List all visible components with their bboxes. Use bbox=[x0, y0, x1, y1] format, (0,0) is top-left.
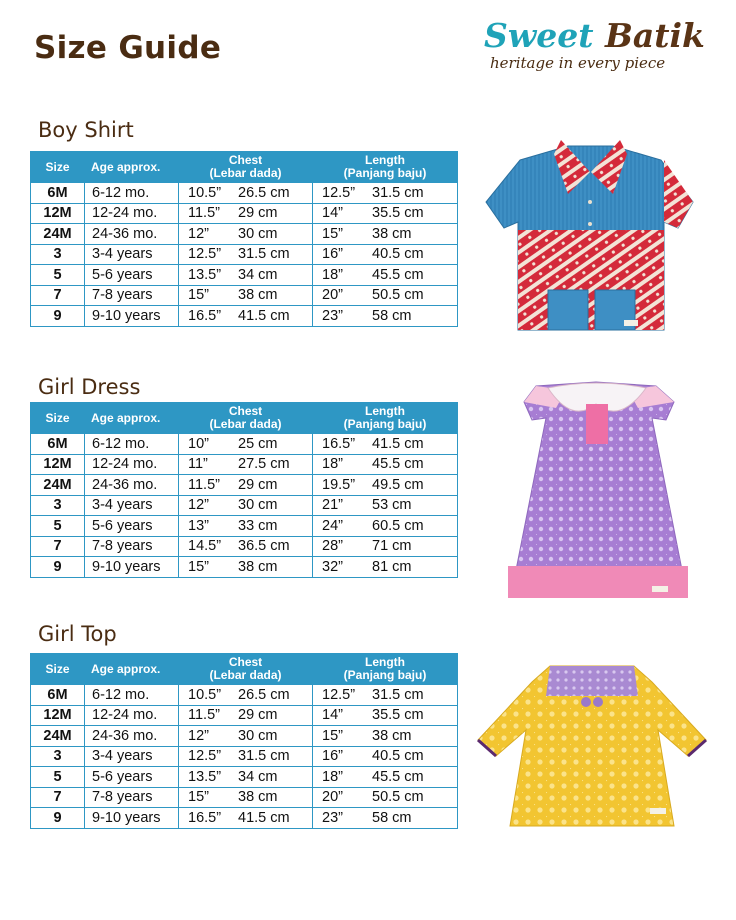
cell-size: 7 bbox=[31, 536, 85, 557]
header-chest-label: Chest bbox=[228, 404, 263, 418]
chest-cm: 29 cm bbox=[238, 707, 278, 724]
length-cm: 50.5 cm bbox=[372, 789, 424, 806]
cell-chest bbox=[179, 536, 313, 557]
chest-inches: 12.5” bbox=[188, 748, 222, 765]
chest-inches: 16.5” bbox=[188, 307, 222, 324]
cell-chest bbox=[179, 454, 313, 475]
cell-age: 6-12 mo. bbox=[85, 183, 179, 204]
cell-size: 3 bbox=[31, 495, 85, 516]
cell-size: 5 bbox=[31, 265, 85, 286]
length-cm: 35.5 cm bbox=[372, 707, 424, 724]
header-length-sub: (Panjang baju) bbox=[343, 166, 427, 180]
length-cm: 60.5 cm bbox=[372, 517, 424, 534]
cell-length bbox=[313, 306, 458, 327]
cell-age: 6-12 mo. bbox=[85, 434, 179, 455]
table-row bbox=[31, 685, 458, 706]
cell-age: 6-12 mo. bbox=[85, 685, 179, 706]
brand-name bbox=[484, 16, 705, 55]
table-row bbox=[31, 285, 458, 306]
cell-chest bbox=[179, 183, 313, 204]
length-inches: 32” bbox=[322, 558, 343, 575]
length-cm: 35.5 cm bbox=[372, 205, 424, 222]
chest-cm: 34 cm bbox=[238, 768, 278, 785]
chest-cm: 26.5 cm bbox=[238, 686, 290, 703]
header-chest bbox=[179, 654, 313, 685]
chest-inches: 13.5” bbox=[188, 768, 222, 785]
cell-length bbox=[313, 244, 458, 265]
cell-length bbox=[313, 183, 458, 204]
chest-inches: 13.5” bbox=[188, 266, 222, 283]
chest-cm: 29 cm bbox=[238, 205, 278, 222]
header-length-label: Length bbox=[365, 153, 405, 167]
cell-length bbox=[313, 726, 458, 747]
chest-cm: 27.5 cm bbox=[238, 456, 290, 473]
chest-inches: 10.5” bbox=[188, 686, 222, 703]
length-cm: 53 cm bbox=[372, 497, 412, 514]
cell-size: 24M bbox=[31, 475, 85, 496]
size-table-girl-dress bbox=[30, 402, 458, 578]
chest-inches: 11.5” bbox=[188, 476, 220, 493]
cell-size: 12M bbox=[31, 454, 85, 475]
chest-inches: 13” bbox=[188, 517, 209, 534]
chest-inches: 12” bbox=[188, 727, 209, 744]
header-chest bbox=[179, 152, 313, 183]
chest-inches: 12” bbox=[188, 497, 209, 514]
length-cm: 38 cm bbox=[372, 225, 412, 242]
cell-chest bbox=[179, 557, 313, 578]
length-inches: 18” bbox=[322, 456, 343, 473]
table-row bbox=[31, 516, 458, 537]
size-table-boy-shirt bbox=[30, 151, 458, 327]
cell-size: 6M bbox=[31, 685, 85, 706]
chest-cm: 26.5 cm bbox=[238, 184, 290, 201]
length-cm: 49.5 cm bbox=[372, 476, 424, 493]
cell-size: 6M bbox=[31, 434, 85, 455]
length-inches: 23” bbox=[322, 307, 343, 324]
cell-age: 12-24 mo. bbox=[85, 705, 179, 726]
chest-cm: 30 cm bbox=[238, 727, 278, 744]
cell-age: 12-24 mo. bbox=[85, 454, 179, 475]
cell-age: 9-10 years bbox=[85, 557, 179, 578]
length-inches: 23” bbox=[322, 809, 343, 826]
chest-cm: 25 cm bbox=[238, 435, 278, 452]
cell-size: 7 bbox=[31, 285, 85, 306]
cell-size: 3 bbox=[31, 746, 85, 767]
chest-inches: 12.5” bbox=[188, 246, 222, 263]
chest-cm: 29 cm bbox=[238, 476, 278, 493]
cell-age: 7-8 years bbox=[85, 285, 179, 306]
length-inches: 18” bbox=[322, 768, 343, 785]
header-length-label: Length bbox=[365, 655, 405, 669]
length-inches: 14” bbox=[322, 205, 343, 222]
cell-age: 24-36 mo. bbox=[85, 726, 179, 747]
cell-chest bbox=[179, 746, 313, 767]
cell-chest bbox=[179, 808, 313, 829]
cell-length bbox=[313, 767, 458, 788]
length-inches: 12.5” bbox=[322, 686, 356, 703]
header-age: Age approx. bbox=[85, 403, 179, 434]
cell-age: 3-4 years bbox=[85, 746, 179, 767]
cell-age: 3-4 years bbox=[85, 244, 179, 265]
cell-length bbox=[313, 285, 458, 306]
table-row bbox=[31, 224, 458, 245]
cell-size: 12M bbox=[31, 705, 85, 726]
chest-cm: 34 cm bbox=[238, 266, 278, 283]
length-cm: 38 cm bbox=[372, 727, 412, 744]
cell-length bbox=[313, 787, 458, 808]
table-row bbox=[31, 183, 458, 204]
chest-inches: 11.5” bbox=[188, 205, 220, 222]
cell-size: 5 bbox=[31, 767, 85, 788]
brand-name-second: Batik bbox=[604, 16, 705, 55]
cell-size: 9 bbox=[31, 306, 85, 327]
length-inches: 16” bbox=[322, 246, 343, 263]
cell-age: 24-36 mo. bbox=[85, 224, 179, 245]
length-inches: 21” bbox=[322, 497, 343, 514]
chest-inches: 11.5” bbox=[188, 707, 220, 724]
chest-inches: 16.5” bbox=[188, 809, 222, 826]
length-inches: 15” bbox=[322, 727, 343, 744]
length-cm: 40.5 cm bbox=[372, 748, 424, 765]
header-chest-label: Chest bbox=[228, 655, 263, 669]
cell-length bbox=[313, 557, 458, 578]
header-length-label: Length bbox=[365, 404, 405, 418]
chest-inches: 12” bbox=[188, 225, 209, 242]
cell-chest bbox=[179, 685, 313, 706]
header-length bbox=[313, 152, 458, 183]
length-cm: 58 cm bbox=[372, 307, 412, 324]
section-title-girl-top: Girl Top bbox=[38, 622, 117, 646]
cell-chest bbox=[179, 495, 313, 516]
header-chest bbox=[179, 403, 313, 434]
length-inches: 14” bbox=[322, 707, 343, 724]
table-row bbox=[31, 536, 458, 557]
length-cm: 45.5 cm bbox=[372, 768, 424, 785]
cell-age: 24-36 mo. bbox=[85, 475, 179, 496]
cell-age: 5-6 years bbox=[85, 516, 179, 537]
cell-age: 7-8 years bbox=[85, 787, 179, 808]
size-table-girl-top bbox=[30, 653, 458, 829]
chest-inches: 10” bbox=[188, 435, 209, 452]
length-cm: 81 cm bbox=[372, 558, 412, 575]
length-cm: 41.5 cm bbox=[372, 435, 424, 452]
cell-chest bbox=[179, 767, 313, 788]
table-row bbox=[31, 808, 458, 829]
cell-chest bbox=[179, 787, 313, 808]
header-length bbox=[313, 403, 458, 434]
header-chest-sub: (Lebar dada) bbox=[209, 668, 282, 682]
length-cm: 45.5 cm bbox=[372, 456, 424, 473]
cell-chest bbox=[179, 224, 313, 245]
table-row bbox=[31, 787, 458, 808]
length-cm: 45.5 cm bbox=[372, 266, 424, 283]
cell-chest bbox=[179, 285, 313, 306]
cell-size: 5 bbox=[31, 516, 85, 537]
length-inches: 12.5” bbox=[322, 184, 356, 201]
header-length-sub: (Panjang baju) bbox=[343, 417, 427, 431]
chest-inches: 10.5” bbox=[188, 184, 222, 201]
length-inches: 16” bbox=[322, 748, 343, 765]
length-cm: 71 cm bbox=[372, 538, 412, 555]
cell-length bbox=[313, 265, 458, 286]
header-age: Age approx. bbox=[85, 152, 179, 183]
brand-tagline: heritage in every piece bbox=[490, 54, 666, 72]
chest-cm: 38 cm bbox=[238, 558, 278, 575]
cell-length bbox=[313, 685, 458, 706]
chest-cm: 31.5 cm bbox=[238, 246, 290, 263]
header-size: Size bbox=[31, 403, 85, 434]
header-length-sub: (Panjang baju) bbox=[343, 668, 427, 682]
cell-size: 24M bbox=[31, 726, 85, 747]
cell-length bbox=[313, 808, 458, 829]
chest-cm: 38 cm bbox=[238, 287, 278, 304]
cell-chest bbox=[179, 203, 313, 224]
boy-shirt-image bbox=[478, 132, 703, 334]
table-row bbox=[31, 454, 458, 475]
cell-length bbox=[313, 224, 458, 245]
girl-dress-image bbox=[496, 374, 702, 602]
length-inches: 20” bbox=[322, 789, 343, 806]
header-length bbox=[313, 654, 458, 685]
cell-length bbox=[313, 705, 458, 726]
length-inches: 24” bbox=[322, 517, 343, 534]
cell-length bbox=[313, 434, 458, 455]
chest-cm: 36.5 cm bbox=[238, 538, 290, 555]
chest-cm: 33 cm bbox=[238, 517, 278, 534]
header-chest-label: Chest bbox=[228, 153, 263, 167]
table-row bbox=[31, 767, 458, 788]
table-row bbox=[31, 705, 458, 726]
length-cm: 31.5 cm bbox=[372, 686, 424, 703]
header-chest-sub: (Lebar dada) bbox=[209, 166, 282, 180]
chest-cm: 41.5 cm bbox=[238, 809, 290, 826]
cell-chest bbox=[179, 434, 313, 455]
length-cm: 31.5 cm bbox=[372, 184, 424, 201]
table-row bbox=[31, 475, 458, 496]
table-row bbox=[31, 306, 458, 327]
cell-length bbox=[313, 495, 458, 516]
cell-length bbox=[313, 536, 458, 557]
cell-size: 9 bbox=[31, 557, 85, 578]
cell-size: 12M bbox=[31, 203, 85, 224]
cell-age: 5-6 years bbox=[85, 767, 179, 788]
length-cm: 50.5 cm bbox=[372, 287, 424, 304]
table-row bbox=[31, 244, 458, 265]
cell-chest bbox=[179, 726, 313, 747]
chest-inches: 15” bbox=[188, 558, 209, 575]
cell-chest bbox=[179, 265, 313, 286]
length-inches: 28” bbox=[322, 538, 343, 555]
chest-cm: 31.5 cm bbox=[238, 748, 290, 765]
cell-size: 7 bbox=[31, 787, 85, 808]
length-inches: 20” bbox=[322, 287, 343, 304]
chest-inches: 15” bbox=[188, 287, 209, 304]
section-title-boy-shirt: Boy Shirt bbox=[38, 118, 134, 142]
length-inches: 16.5” bbox=[322, 435, 356, 452]
cell-chest bbox=[179, 705, 313, 726]
header-size: Size bbox=[31, 152, 85, 183]
cell-size: 9 bbox=[31, 808, 85, 829]
table-row bbox=[31, 557, 458, 578]
cell-chest bbox=[179, 244, 313, 265]
cell-length bbox=[313, 516, 458, 537]
length-cm: 40.5 cm bbox=[372, 246, 424, 263]
cell-size: 3 bbox=[31, 244, 85, 265]
length-inches: 15” bbox=[322, 225, 343, 242]
table-row bbox=[31, 434, 458, 455]
brand-logo bbox=[482, 12, 722, 76]
cell-size: 24M bbox=[31, 224, 85, 245]
chest-inches: 14.5” bbox=[188, 538, 222, 555]
chest-cm: 30 cm bbox=[238, 225, 278, 242]
chest-cm: 30 cm bbox=[238, 497, 278, 514]
header-age: Age approx. bbox=[85, 654, 179, 685]
cell-length bbox=[313, 475, 458, 496]
table-row bbox=[31, 265, 458, 286]
cell-age: 7-8 years bbox=[85, 536, 179, 557]
section-title-girl-dress: Girl Dress bbox=[38, 375, 141, 399]
table-row bbox=[31, 726, 458, 747]
cell-length bbox=[313, 454, 458, 475]
chest-cm: 41.5 cm bbox=[238, 307, 290, 324]
header-size: Size bbox=[31, 654, 85, 685]
cell-size: 6M bbox=[31, 183, 85, 204]
brand-name-first: Sweet bbox=[484, 16, 594, 55]
cell-age: 5-6 years bbox=[85, 265, 179, 286]
cell-chest bbox=[179, 516, 313, 537]
table-row bbox=[31, 746, 458, 767]
cell-chest bbox=[179, 475, 313, 496]
page-title: Size Guide bbox=[34, 30, 222, 66]
chest-inches: 15” bbox=[188, 789, 209, 806]
cell-age: 12-24 mo. bbox=[85, 203, 179, 224]
table-row bbox=[31, 203, 458, 224]
length-inches: 18” bbox=[322, 266, 343, 283]
chest-cm: 38 cm bbox=[238, 789, 278, 806]
cell-chest bbox=[179, 306, 313, 327]
cell-length bbox=[313, 203, 458, 224]
cell-age: 9-10 years bbox=[85, 306, 179, 327]
chest-inches: 11” bbox=[188, 456, 208, 473]
length-cm: 58 cm bbox=[372, 809, 412, 826]
table-row bbox=[31, 495, 458, 516]
cell-length bbox=[313, 746, 458, 767]
header-chest-sub: (Lebar dada) bbox=[209, 417, 282, 431]
girl-top-image bbox=[474, 660, 710, 828]
cell-age: 9-10 years bbox=[85, 808, 179, 829]
length-inches: 19.5” bbox=[322, 476, 356, 493]
cell-age: 3-4 years bbox=[85, 495, 179, 516]
